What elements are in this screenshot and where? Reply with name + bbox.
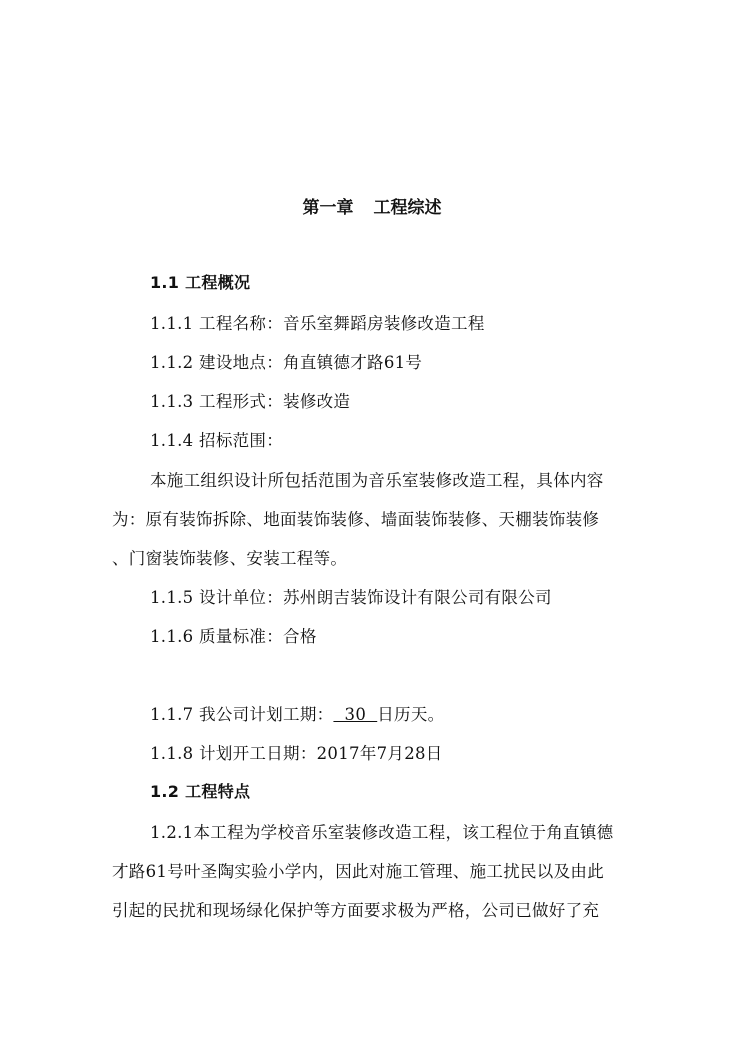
construction-period-value: 30 — [333, 705, 378, 724]
item-1-1-4: 1.1.4 招标范围： — [150, 431, 284, 450]
item-1-1-7-label: 1.1.7 我公司计划工期： — [150, 705, 334, 724]
item-1-1-1: 1.1.1 工程名称：音乐室舞蹈房装修改造工程 — [150, 314, 485, 333]
scope-paragraph-line-3: 、门窗装饰装修、安装工程等。 — [112, 549, 348, 568]
scope-paragraph-line-2: 为：原有装饰拆除、地面装饰装修、墙面装饰装修、天棚装饰装修 — [112, 510, 600, 529]
item-1-1-6: 1.1.6 质量标准：合格 — [150, 627, 317, 646]
chapter-number: 第一章 — [302, 198, 354, 218]
item-1-1-2: 1.1.2 建设地点：角直镇德才路61号 — [150, 353, 423, 372]
item-1-1-3: 1.1.3 工程形式：装修改造 — [150, 392, 351, 411]
scope-paragraph-line-1: 本施工组织设计所包括范围为音乐室装修改造工程，具体内容 — [150, 471, 604, 490]
features-paragraph-line-3: 引起的民扰和现场绿化保护等方面要求极为严格，公司已做好了充 — [112, 901, 600, 920]
chapter-name: 工程综述 — [373, 198, 442, 218]
section-heading-1-1: 1.1 工程概况 — [150, 273, 251, 292]
section-heading-1-2: 1.2 工程特点 — [150, 782, 251, 801]
item-1-1-8: 1.1.8 计划开工日期：2017年7月28日 — [150, 744, 443, 763]
features-paragraph-line-1: 1.2.1本工程为学校音乐室装修改造工程，该工程位于角直镇德 — [150, 823, 614, 842]
item-1-1-7 — [150, 701, 444, 725]
chapter-title — [0, 193, 744, 218]
item-1-1-5: 1.1.5 设计单位：苏州朗吉装饰设计有限公司有限公司 — [150, 588, 552, 607]
item-1-1-7-unit: 日历天。 — [377, 705, 445, 724]
features-paragraph-line-2: 才路61号叶圣陶实验小学内，因此对施工管理、施工扰民以及由此 — [112, 862, 604, 881]
